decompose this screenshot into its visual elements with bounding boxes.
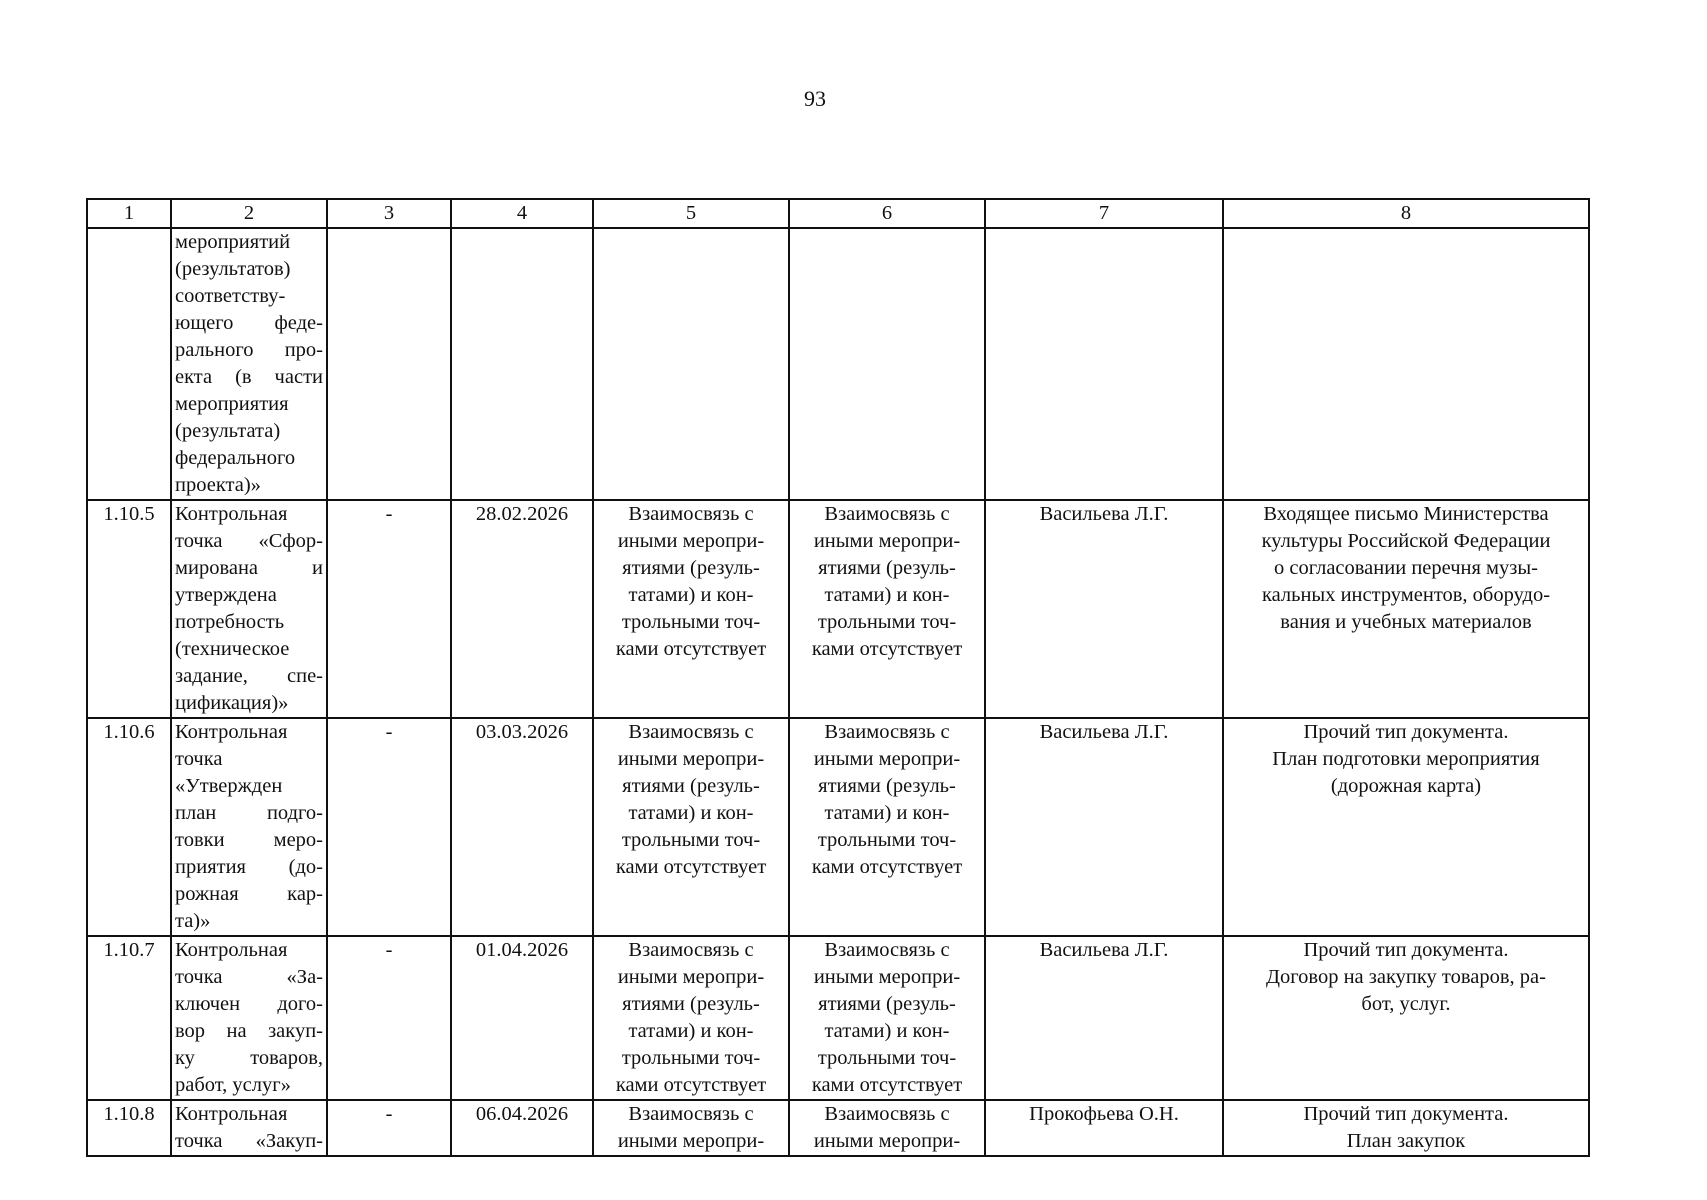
link-line: трольными точ- [817,1047,957,1069]
name-line: рального про- [175,339,323,361]
cell-document [1223,936,1589,1100]
link-line: трольными точ- [621,829,761,851]
column-header: 6 [789,199,985,228]
cell-link6 [789,500,985,718]
cell-responsible: Васильева Л.Г. [985,718,1223,936]
link-line: ками отсутствует [811,856,963,878]
link-line: иными меропри- [813,748,961,770]
link-line: иными меропри- [813,966,961,988]
name-line: федерального [175,447,296,469]
cell-document [1223,500,1589,718]
doc-line: Прочий тип документа. [1303,721,1509,743]
cell-name [171,936,327,1100]
cell-col3: - [327,936,451,1100]
column-header: 3 [327,199,451,228]
name-line: точка [175,748,223,770]
link-line: иными меропри- [617,748,765,770]
link-line: татами) и кон- [824,1020,950,1042]
doc-line: Входящее письмо Министерства [1263,503,1549,525]
link-line: ятиями (резуль- [622,557,760,579]
link-line: татами) и кон- [628,584,754,606]
cell-link5 [593,936,789,1100]
link-line: трольными точ- [621,611,761,633]
cell-date: 06.04.2026 [451,1100,593,1156]
name-line: приятия (до- [175,856,323,878]
link-line: трольными точ- [817,829,957,851]
cell-number: 1.10.7 [87,936,171,1100]
cell-responsible: Прокофьева О.Н. [985,1100,1223,1156]
link-line: татами) и кон- [628,802,754,824]
doc-line: Прочий тип документа. [1303,939,1509,961]
name-line: (техническое [175,638,290,660]
name-line: екта (в части [175,366,323,388]
link-line: ятиями (резуль- [818,993,956,1015]
link-line: ками отсутствует [615,856,767,878]
cell-date: 03.03.2026 [451,718,593,936]
column-header: 7 [985,199,1223,228]
name-line: мирована и [175,557,323,579]
cell-link5 [593,228,789,500]
name-line: Контрольная [175,939,288,961]
table-row [87,936,1589,1100]
name-line: мероприятий [175,231,291,253]
doc-line: Прочий тип документа. [1303,1103,1509,1125]
link-line: ками отсутствует [615,1074,767,1096]
name-line: рожная кар- [175,883,323,905]
cell-responsible [985,228,1223,500]
link-line: Взаимосвязь с [628,939,754,961]
name-line: план подго- [175,802,323,824]
doc-line: вания и учебных материалов [1280,611,1532,633]
link-line: Взаимосвязь с [628,503,754,525]
name-line: (результата) [175,420,281,442]
name-line: проекта)» [175,474,261,496]
doc-line: План подготовки мероприятия [1272,748,1540,770]
page-number: 93 [804,86,826,111]
link-line: Взаимосвязь с [628,721,754,743]
link-line: татами) и кон- [824,802,950,824]
link-line: ятиями (резуль- [818,557,956,579]
name-line: мероприятия [175,393,289,415]
link-line: трольными точ- [817,611,957,633]
link-line: иными меропри- [617,966,765,988]
link-line: ятиями (резуль- [818,775,956,797]
cell-col3 [327,228,451,500]
link-line: иными меропри- [617,1130,765,1152]
cell-col3: - [327,718,451,936]
column-header: 1 [87,199,171,228]
table-row [87,1100,1589,1156]
cell-col3: - [327,500,451,718]
doc-line: бот, услуг. [1361,993,1451,1015]
link-line: Взаимосвязь с [824,939,950,961]
link-line: Взаимосвязь с [824,503,950,525]
link-line: Взаимосвязь с [824,1103,950,1125]
doc-line: о согласовании перечня музы- [1274,557,1538,579]
name-line: Контрольная [175,721,288,743]
name-line: (результатов) [175,258,291,280]
name-line: точка «Закуп- [175,1130,323,1152]
doc-line: (дорожная карта) [1330,775,1482,797]
name-line: вор на закуп- [175,1020,323,1042]
table-row [87,718,1589,936]
link-line: трольными точ- [621,1047,761,1069]
table-row [87,500,1589,718]
name-line: Контрольная [175,1103,288,1125]
link-line: ками отсутствует [615,638,767,660]
cell-responsible: Васильева Л.Г. [985,936,1223,1100]
name-line: утверждена [175,584,277,606]
cell-document [1223,1100,1589,1156]
cell-number: 1.10.5 [87,500,171,718]
link-line: иными меропри- [813,530,961,552]
cell-number: 1.10.6 [87,718,171,936]
link-line: ятиями (резуль- [622,993,760,1015]
name-line: работ, услуг» [175,1074,291,1096]
table-row-continuation [87,228,1589,500]
cell-link5 [593,1100,789,1156]
link-line: татами) и кон- [628,1020,754,1042]
name-line: точка «За- [175,966,323,988]
table-header-row [87,199,1589,228]
cell-document [1223,228,1589,500]
cell-name [171,718,327,936]
doc-line: культуры Российской Федерации [1261,530,1551,552]
cell-link6 [789,936,985,1100]
cell-date: 01.04.2026 [451,936,593,1100]
cell-name [171,1100,327,1156]
link-line: Взаимосвязь с [824,721,950,743]
link-line: ками отсутствует [811,1074,963,1096]
cell-name [171,228,327,500]
link-line: иными меропри- [617,530,765,552]
name-line: потребность [175,611,285,633]
name-line: соответству- [175,285,286,307]
cell-responsible: Васильева Л.Г. [985,500,1223,718]
cell-date: 28.02.2026 [451,500,593,718]
cell-name [171,500,327,718]
link-line: Взаимосвязь с [628,1103,754,1125]
link-line: ками отсутствует [811,638,963,660]
column-header: 8 [1223,199,1589,228]
control-points-table [86,198,1590,1157]
link-line: иными меропри- [813,1130,961,1152]
doc-line: Договор на закупку товаров, ра- [1266,966,1546,988]
doc-line: План закупок [1346,1130,1466,1152]
cell-date [451,228,593,500]
name-line: «Утвержден [175,775,283,797]
link-line: ятиями (резуль- [622,775,760,797]
name-line: точка «Сфор- [175,530,323,552]
cell-link5 [593,718,789,936]
cell-link6 [789,228,985,500]
doc-line: кальных инструментов, оборудо- [1261,584,1551,606]
link-line: татами) и кон- [824,584,950,606]
column-header: 2 [171,199,327,228]
name-line: ку товаров, [175,1047,323,1069]
name-line: цификация)» [175,692,289,714]
cell-number [87,228,171,500]
name-line: ключен дого- [175,993,323,1015]
cell-number: 1.10.8 [87,1100,171,1156]
cell-link6 [789,1100,985,1156]
cell-document [1223,718,1589,936]
column-header: 5 [593,199,789,228]
name-line: та)» [175,910,211,932]
cell-col3: - [327,1100,451,1156]
cell-link6 [789,718,985,936]
name-line: Контрольная [175,503,288,525]
name-line: задание, спе- [175,665,323,687]
column-header: 4 [451,199,593,228]
name-line: ющего феде- [175,312,323,334]
name-line: товки меро- [175,829,323,851]
cell-link5 [593,500,789,718]
